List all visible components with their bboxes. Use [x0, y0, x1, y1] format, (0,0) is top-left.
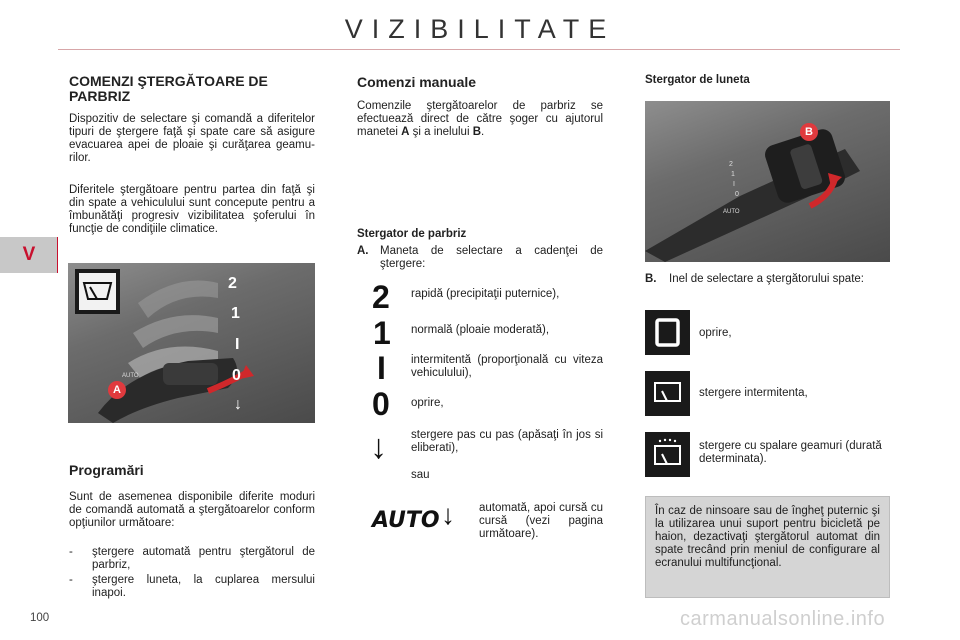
ring-label-intermittent: I	[733, 181, 735, 188]
off-text: oprire,	[411, 397, 444, 409]
rear-washer-wiper-icon	[645, 432, 690, 477]
off-glyph: 0	[372, 386, 390, 422]
speed-2-glyph: 2	[372, 279, 390, 315]
intermittent-glyph: I	[377, 350, 386, 386]
page-title: VIZIBILITATE	[344, 14, 616, 44]
intro-text-start: Comenzile ştergătoarelor de parbriz se efectuează direct de către şoger cu ajutorul manetei	[357, 100, 603, 138]
programs-heading: Programări	[69, 462, 144, 478]
front-wiper-icon	[75, 269, 120, 314]
front-wiper-subheading: Stergator de parbriz	[357, 228, 467, 240]
ring-label-0: 0	[735, 191, 739, 198]
callout-b: B	[800, 123, 818, 141]
wiper-stalk-photo	[68, 263, 315, 423]
chapter-tab-accent	[57, 237, 58, 273]
callout-a: A	[108, 381, 126, 399]
intro-ref-b: B	[472, 126, 482, 138]
or-text: sau	[411, 469, 430, 481]
ring-label-1: 1	[731, 171, 735, 178]
title-divider	[58, 49, 900, 50]
manual-controls-intro	[357, 100, 603, 139]
watermark: carmanualsonline.info	[680, 608, 886, 630]
stalk-auto-label: AUTO	[122, 373, 139, 379]
intro-ref-a: A	[401, 126, 410, 138]
rear-wiper-ring-photo	[645, 101, 890, 262]
auto-text: automată, apoi cursă cu cursă (vezi pagina următoare).	[479, 502, 603, 540]
rear-washer-text: stergere cu spalare geamuri (durată determinata).	[699, 440, 882, 465]
ring-auto-label: AUTO	[723, 209, 740, 215]
page-number: 100	[30, 612, 50, 624]
stop-square-icon	[645, 310, 690, 355]
position-label-0: 0	[232, 367, 241, 384]
programs-dash-2: -	[69, 574, 73, 586]
programs-paragraph: Sunt de asemenea disponibile diferite moduri de comandă automată a ştergătoarelor conform opţiunilor următoare:	[69, 491, 315, 529]
item-b-text: Inel de selectare a ştergătorului spate:	[669, 273, 864, 285]
position-label-intermittent: I	[235, 336, 240, 353]
rear-wiper-stalk-illustration	[645, 101, 890, 262]
intro-text-end: .	[481, 126, 485, 138]
winter-note: În caz de ninsoare sau de îngheţ puternic şi la utilizarea unui suport pentru bicicletă pe haion, dezactivaţi ştergătorul automat din spate trecând prin meniul de configurare al ecranului multifuncţional.	[645, 496, 890, 598]
intro-paragraph-1: Dispozitiv de selectare şi comandă a diferitelor tipuri de ştergere faţă şi spate care să asigure evacuarea apei de ploaie şi curăţarea geamurilor.	[69, 113, 315, 164]
programs-dash-1: -	[69, 546, 73, 558]
manual-controls-heading: Comenzi manuale	[357, 74, 477, 90]
ring-label-2: 2	[729, 161, 733, 168]
rear-wiper-heading: Stergator de luneta	[645, 74, 750, 86]
position-label-1: 1	[231, 305, 240, 322]
chapter-tab[interactable]: V	[0, 237, 58, 273]
item-a-label: A.	[357, 245, 369, 257]
intermittent-text: intermitentă (proporţională cu viteza vehiculului),	[411, 354, 603, 379]
single-wipe-text: stergere pas cu pas (apăsaţi în jos si eliberati),	[411, 429, 603, 454]
item-a-text: Maneta de selectare a cadenţei de ştergere:	[380, 245, 603, 270]
rear-off-text: oprire,	[699, 327, 732, 339]
intro-text-mid: şi a inelului	[409, 126, 473, 138]
speed-1-text: normală (ploaie moderată),	[411, 324, 550, 336]
position-label-2: 2	[228, 275, 237, 292]
item-b-label: B.	[645, 273, 657, 285]
auto-glyph: AUTO	[372, 508, 440, 533]
section-heading-wiper-controls: COMENZI ŞTERGĂTOARE DE PARBRIZ	[69, 73, 268, 104]
intro-paragraph-2: Diferitele ştergătoare pentru partea din faţă şi din spate a vehiculului sunt concepute pentru a îmbunătăţi progresiv vizibilitatea şoferului în funcţie de condiţiile climatice.	[69, 184, 315, 235]
rear-wiper-intermittent-icon	[645, 371, 690, 416]
arrow-down-icon: ↓	[234, 396, 242, 413]
speed-2-text: rapidă (precipitaţii puternice),	[411, 288, 560, 300]
rear-intermittent-text: stergere intermitenta,	[699, 387, 808, 399]
arrow-down-icon: ↓	[370, 428, 387, 466]
programs-item-2: ştergere luneta, la cuplarea mersului inapoi.	[92, 574, 315, 599]
programs-item-1: ştergere automată pentru ştergătorul de parbriz,	[92, 546, 315, 571]
auto-arrow-icon: ↓	[441, 499, 455, 530]
speed-1-glyph: 1	[373, 315, 391, 351]
